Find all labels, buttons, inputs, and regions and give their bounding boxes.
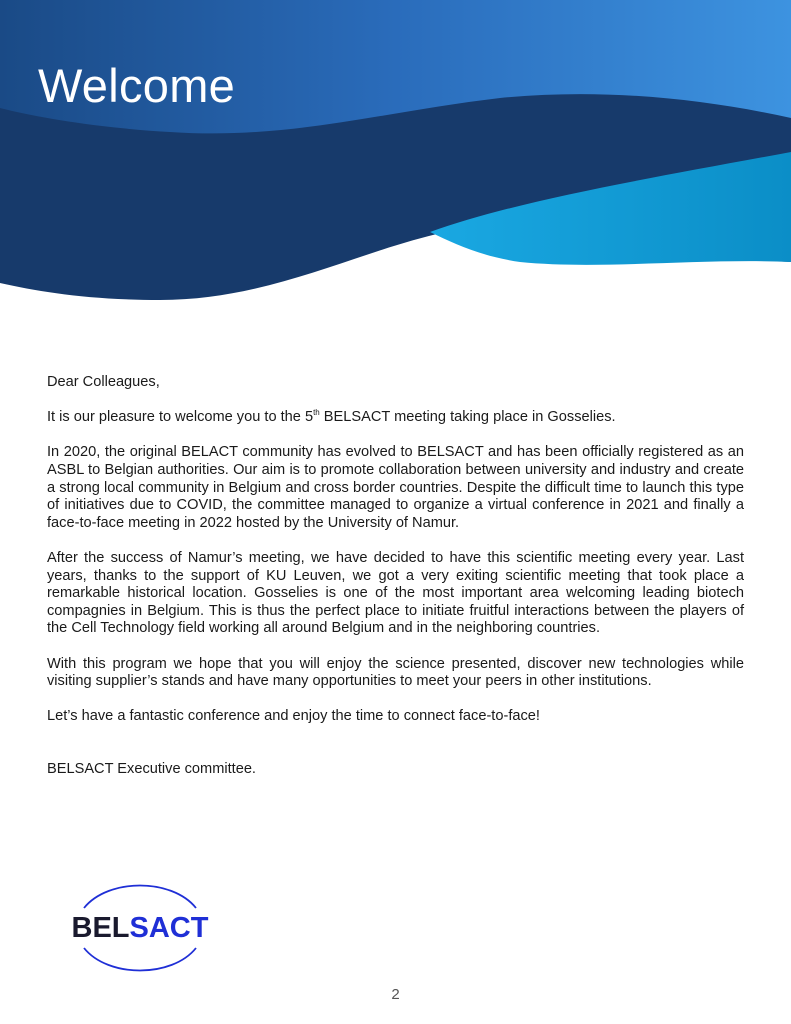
svg-text:BELSACT <box>72 912 209 944</box>
ordinal-superscript: th <box>313 408 320 418</box>
paragraph-history: In 2020, the original BELACT community has evolved to BELSACT and has been officially registered as an ASBL to Belgian authorities. Our aim is to promote collaboration between university and industry and create a strong local community in Belgium and cross border countries. Despite the difficult time to launch this type of initiatives due to COVID, the committee managed to organize a virtual conference in 2021 and finally a face-to-face meeting in 2022 hosted by the University of Namur. <box>47 444 744 531</box>
salutation: Dear Colleagues, <box>47 374 160 390</box>
signature: BELSACT Executive committee. <box>47 760 256 777</box>
paragraph-intro <box>47 409 744 427</box>
paragraph-closing: Let’s have a fantastic conference and enjoy the time to connect face-to-face! <box>47 708 540 725</box>
paragraph-intro-text-start: It is our pleasure to welcome you to the 5 <box>47 409 314 426</box>
welcome-letter <box>47 374 744 796</box>
page-number: 2 <box>391 986 400 1003</box>
paragraph-program: With this program we hope that you will enjoy the science presented, discover new technologies while visiting supplier’s stands and have many opportunities to meet your peers in other institutions. <box>47 655 744 690</box>
header-wave-banner <box>0 0 791 320</box>
belsact-logo <box>68 880 212 976</box>
page-title: Welcome <box>38 59 236 112</box>
paragraph-intro-text-end: BELSACT meeting taking place in Gosselies. <box>319 409 616 426</box>
logo-text-sact: SACT <box>129 912 209 944</box>
logo-text-bel: BEL <box>71 912 130 944</box>
paragraph-location: After the success of Namur’s meeting, we have decided to have this scientific meeting every year. Last years, thanks to the support of KU Leuven, we got a very exiting scientific meeting that took place a remarkable historical location. Gosselies is one of the most important area welcoming leading biotech compagnies in Belgium. This is thus the perfect place to initiate fruitful interactions between the players of the Cell Technology field working all around Belgium and in the neighboring countries. <box>47 549 744 637</box>
